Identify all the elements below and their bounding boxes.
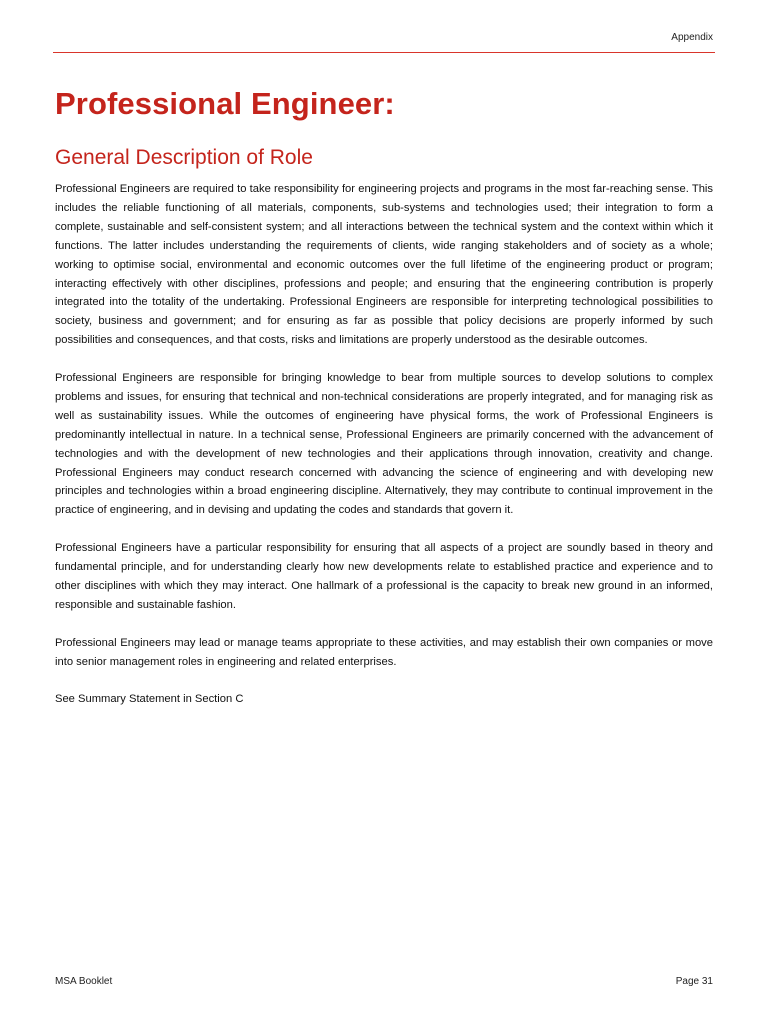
paragraph-1: Professional Engineers are required to take responsibility for engineering projects and programs in the most far-reaching sense. This includes the reliable functioning of all materials, components, sub-systems and technologies used; their integration to form a complete, sustainable and self-consistent system; and all interactions between the technical system and the context within which it functions. The latter includes understanding the requirements of clients, wide ranging stakeholders and of society as a whole; working to optimise social, environmental and economic outcomes over the full lifetime of the engineering product or program; interacting effectively with other disciplines, professions and people; and ensuring that the engineering contribution is properly integrated into the totality of the undertaking. Professional Engineers are responsible for interpreting technological possibilities to society, business and government; and for ensuring as far as possible that policy decisions are properly informed by such possibilities and consequences, and that costs, risks and limitations are properly understood as the desirable outcomes. bbox=[55, 183, 713, 347]
header-divider bbox=[53, 52, 715, 53]
body-text bbox=[55, 180, 713, 728]
paragraph-3: Professional Engineers have a particular responsibility for ensuring that all aspects of a project are soundly based in theory and fundamental principle, and for understanding clearly how new developments relate to established practice and experience and to other disciplines with which they may interact. One hallmark of a professional is the capacity to break new ground in an informed, responsible and sustainable fashion. bbox=[55, 542, 713, 611]
footer-page-number: Page 31 bbox=[675, 976, 713, 987]
paragraph-5: See Summary Statement in Section C bbox=[55, 693, 244, 706]
header-section-label: Appendix bbox=[671, 32, 713, 43]
paragraph-4: Professional Engineers may lead or manage teams appropriate to these activities, and may establish their own companies or move into senior management roles in engineering and related enterprises. bbox=[55, 636, 713, 668]
paragraph-2: Professional Engineers are responsible for bringing knowledge to bear from multiple sources to develop solutions to complex problems and issues, for ensuring that technical and non-technical considerations are properly integrated, and for managing risk as well as sustainability issues. While the outcomes of engineering have physical forms, the work of Professional Engineers is predominantly intellectual in nature. In a technical sense, Professional Engineers are primarily concerned with the advancement of technologies and with the development of new technologies and their applications through innovation, creativity and change. Professional Engineers may conduct research concerned with advancing the science of engineering and with developing new principles and technologies within a broad engineering discipline. Alternatively, they may contribute to continual improvement in the practice of engineering, and in devising and updating the codes and standards that govern it. bbox=[55, 372, 713, 517]
footer-booklet-label: MSA Booklet bbox=[55, 976, 113, 987]
section-heading: General Description of Role bbox=[55, 146, 313, 169]
page-title: Professional Engineer: bbox=[55, 86, 395, 121]
